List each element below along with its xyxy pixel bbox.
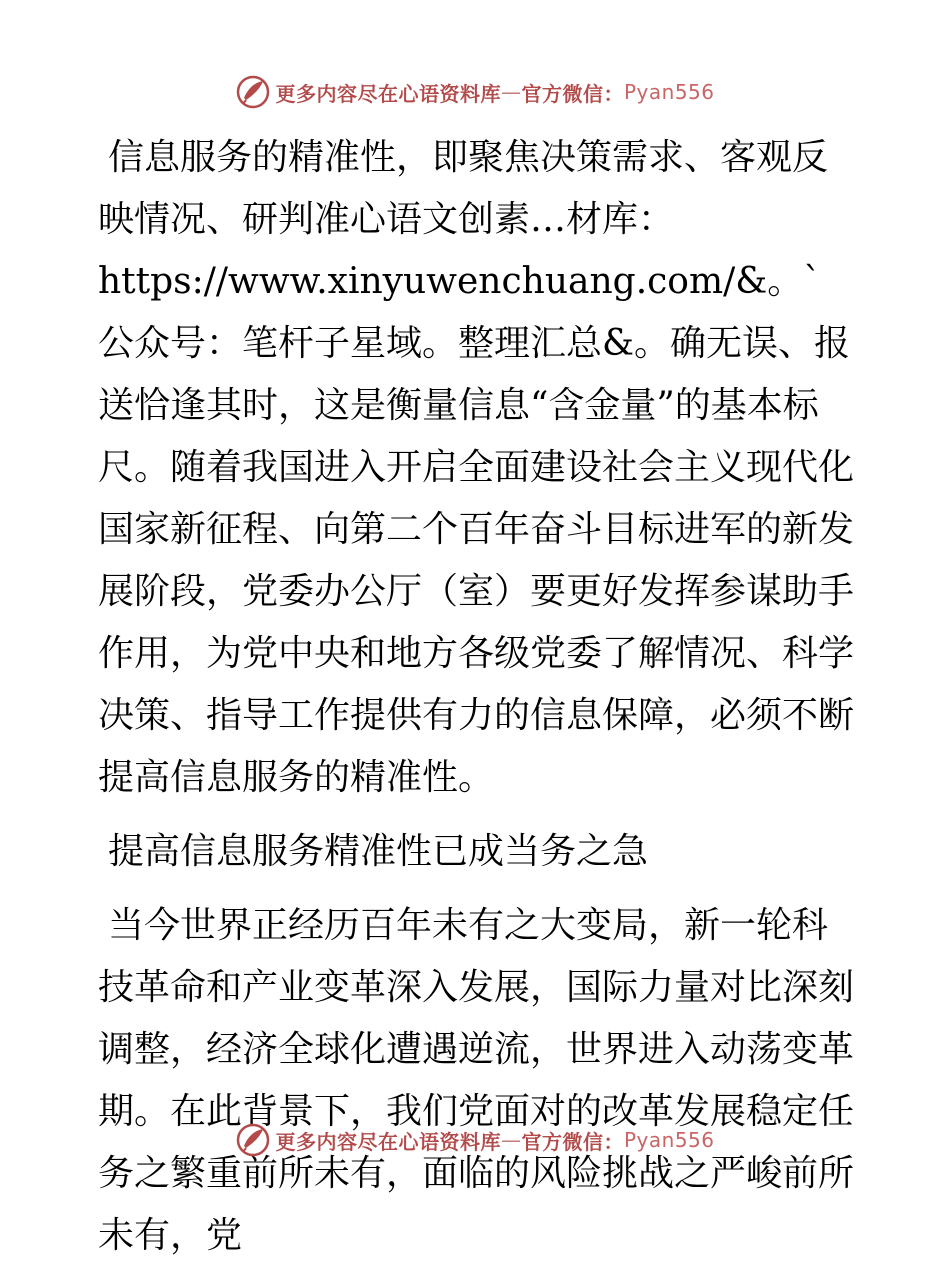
banner-official-label: 官方微信： — [521, 81, 624, 106]
pen-logo-icon — [235, 1122, 271, 1158]
body-paragraph-2: 当今世界正经历百年未有之大变局，新一轮科技革命和产业变革深入发展，国际力量对比深刻调整，经济全球化遭遇逆流，世界进入动荡变革期。在此背景下，我们党面对的改革发展稳定任务之繁重前所未有，面临的风险挑战之严峻前所未有，党 — [98, 905, 855, 1256]
footer-banner — [0, 1120, 950, 1160]
pen-logo-icon — [235, 74, 271, 110]
banner-wechat-id: Pyan556 — [623, 1128, 715, 1152]
banner-official-label: 官方微信： — [521, 1129, 624, 1154]
banner-dash: — — [500, 80, 522, 104]
header-banner — [0, 72, 950, 112]
banner-main-text: 更多内容尽在心语资料库 — [275, 81, 501, 106]
banner-dash: — — [500, 1128, 522, 1152]
banner-wechat-id: Pyan556 — [623, 80, 715, 104]
body-paragraph-1: 信息服务的精准性，即聚焦决策需求、客观反映情况、研判准心语文创素…材库：https://www.xinyuwenchuang.com/&。`公众号：笔杆子星域。整理汇总&。确无误、报送恰逢其时，这是衡量信息“含金量”的基本标尺。随着我国进入开启全面建设社会主义现代化国家新征程、向第二个百年奋斗目标进军的新发展阶段，党委办公厅（室）要更好发挥参谋助手作用，为党中央和地方各级党委了解情况、科学决策、指导工作提供有力的信息保障，必须不断提高信息服务的精准性。 — [98, 137, 855, 798]
banner-main-text: 更多内容尽在心语资料库 — [275, 1129, 501, 1154]
document-body — [98, 127, 856, 1267]
section-heading-1: 提高信息服务精准性已成当务之急 — [108, 831, 649, 872]
